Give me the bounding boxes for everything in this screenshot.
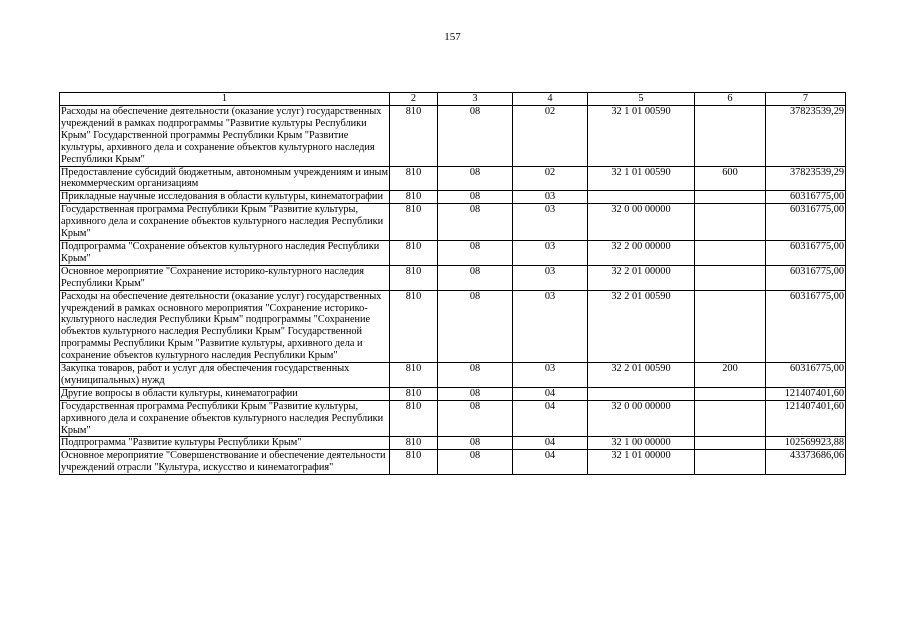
cell-subsection: 03	[513, 265, 588, 290]
cell-section: 08	[438, 265, 513, 290]
cell-target: 32 1 00 00000	[588, 437, 695, 450]
cell-section: 08	[438, 166, 513, 191]
cell-target: 32 1 01 00590	[588, 106, 695, 167]
table-row	[60, 204, 846, 241]
cell-amount: 60316775,00	[766, 191, 846, 204]
cell-amount: 60316775,00	[766, 363, 846, 388]
cell-subsection: 03	[513, 191, 588, 204]
cell-ministry: 810	[390, 387, 438, 400]
cell-amount: 60316775,00	[766, 204, 846, 241]
cell-amount: 37823539,29	[766, 166, 846, 191]
cell-ministry: 810	[390, 363, 438, 388]
cell-expense-type: 200	[695, 363, 766, 388]
cell-target	[588, 191, 695, 204]
cell-target: 32 2 00 00000	[588, 240, 695, 265]
cell-amount: 60316775,00	[766, 290, 846, 362]
column-header-amount: 7	[766, 93, 846, 106]
cell-expense-type	[695, 106, 766, 167]
cell-ministry: 810	[390, 290, 438, 362]
cell-ministry: 810	[390, 240, 438, 265]
cell-expense-type	[695, 265, 766, 290]
cell-name: Предоставление субсидий бюджетным, автономным учреждениям и иным некоммерческим организациям	[61, 166, 388, 190]
cell-name: Государственная программа Республики Крым "Развитие культуры, архивного дела и сохранение объектов культурного наследия Республики Крым"	[60, 400, 390, 437]
cell-section: 08	[438, 387, 513, 400]
header-row	[60, 93, 846, 106]
cell-ministry: 810	[390, 450, 438, 475]
cell-section: 08	[438, 106, 513, 167]
cell-expense-type	[695, 191, 766, 204]
cell-target: 32 0 00 00000	[588, 204, 695, 241]
cell-ministry: 810	[390, 106, 438, 167]
cell-expense-type	[695, 387, 766, 400]
table-row	[60, 106, 846, 167]
cell-target: 32 1 01 00590	[588, 166, 695, 191]
column-header-expense-type: 6	[695, 93, 766, 106]
cell-name: Прикладные научные исследования в области культуры, кинематографии	[60, 191, 390, 204]
page-number: 157	[444, 31, 461, 43]
cell-amount: 60316775,00	[766, 240, 846, 265]
cell-amount: 121407401,60	[766, 400, 846, 437]
cell-expense-type	[695, 437, 766, 450]
cell-amount: 37823539,29	[766, 106, 846, 167]
cell-expense-type	[695, 204, 766, 241]
table-row	[60, 387, 846, 400]
cell-expense-type: 600	[695, 166, 766, 191]
column-header-subsection: 4	[513, 93, 588, 106]
cell-name: Основное мероприятие "Совершенствование и обеспечение деятельности учреждений отрасли "Культура, искусство и кинематография"	[60, 450, 390, 475]
cell-subsection: 04	[513, 400, 588, 437]
cell-target: 32 1 01 00000	[588, 450, 695, 475]
table-body	[60, 106, 846, 475]
cell-subsection: 03	[513, 363, 588, 388]
cell-subsection: 03	[513, 240, 588, 265]
cell-expense-type	[695, 240, 766, 265]
table-row	[60, 191, 846, 204]
cell-ministry: 810	[390, 191, 438, 204]
cell-subsection: 02	[513, 166, 588, 191]
cell-subsection: 02	[513, 106, 588, 167]
column-header-target: 5	[588, 93, 695, 106]
table-row	[60, 437, 846, 450]
table-row	[60, 400, 846, 437]
cell-target: 32 2 01 00590	[588, 290, 695, 362]
cell-ministry: 810	[390, 400, 438, 437]
cell-name: Закупка товаров, работ и услуг для обеспечения государственных (муниципальных) нужд	[60, 363, 390, 388]
cell-name: Другие вопросы в области культуры, кинематографии	[60, 387, 390, 400]
column-header-ministry: 2	[390, 93, 438, 106]
cell-name: Расходы на обеспечение деятельности (оказание услуг) государственных учреждений в рамках подпрограммы "Развитие культуры Республики Крым" Государственной программы Республики Крым "Развитие культуры, архивного дела и сохранение объектов культурного наследия Республики Крым"	[60, 106, 390, 167]
cell-amount: 43373686,06	[766, 450, 846, 475]
column-header-section: 3	[438, 93, 513, 106]
cell-section: 08	[438, 204, 513, 241]
cell-section: 08	[438, 290, 513, 362]
table-row	[60, 240, 846, 265]
cell-section: 08	[438, 400, 513, 437]
cell-section: 08	[438, 191, 513, 204]
table-row	[60, 290, 846, 362]
cell-section: 08	[438, 437, 513, 450]
cell-name: Основное мероприятие "Сохранение историко-культурного наследия Республики Крым"	[60, 265, 390, 290]
cell-name: Подпрограмма "Развитие культуры Республики Крым"	[60, 437, 390, 450]
cell-subsection: 03	[513, 204, 588, 241]
column-header-name: 1	[60, 93, 390, 106]
cell-name: Подпрограмма "Сохранение объектов культурного наследия Республики Крым"	[60, 240, 390, 265]
cell-expense-type	[695, 450, 766, 475]
cell-amount: 121407401,60	[766, 387, 846, 400]
cell-amount: 60316775,00	[766, 265, 846, 290]
cell-ministry: 810	[390, 204, 438, 241]
cell-amount: 102569923,88	[766, 437, 846, 450]
cell-expense-type	[695, 400, 766, 437]
cell-expense-type	[695, 290, 766, 362]
cell-section: 08	[438, 450, 513, 475]
cell-subsection: 03	[513, 290, 588, 362]
cell-name: Государственная программа Республики Крым "Развитие культуры, архивного дела и сохранение объектов культурного наследия Республики Крым"	[60, 204, 390, 241]
cell-subsection: 04	[513, 387, 588, 400]
table-row	[60, 166, 846, 191]
table-row	[60, 363, 846, 388]
cell-subsection: 04	[513, 437, 588, 450]
budget-table	[59, 92, 846, 475]
cell-target: 32 2 01 00590	[588, 363, 695, 388]
table-row	[60, 450, 846, 475]
cell-section: 08	[438, 363, 513, 388]
table-row	[60, 265, 846, 290]
cell-section: 08	[438, 240, 513, 265]
cell-ministry: 810	[390, 437, 438, 450]
cell-name: Расходы на обеспечение деятельности (оказание услуг) государственных учреждений в рамках основного мероприятия "Сохранение историко-культурного наследия Республики Крым" подпрограммы "Сохранение объектов культурного наследия Республики Крым" Государственной программы Республики Крым "Развитие культуры, архивного дела и сохранение объектов культурного наследия Республики Крым"	[60, 290, 390, 362]
cell-ministry: 810	[390, 265, 438, 290]
cell-target: 32 2 01 00000	[588, 265, 695, 290]
cell-ministry: 810	[390, 166, 438, 191]
cell-subsection: 04	[513, 450, 588, 475]
cell-target: 32 0 00 00000	[588, 400, 695, 437]
cell-target	[588, 387, 695, 400]
